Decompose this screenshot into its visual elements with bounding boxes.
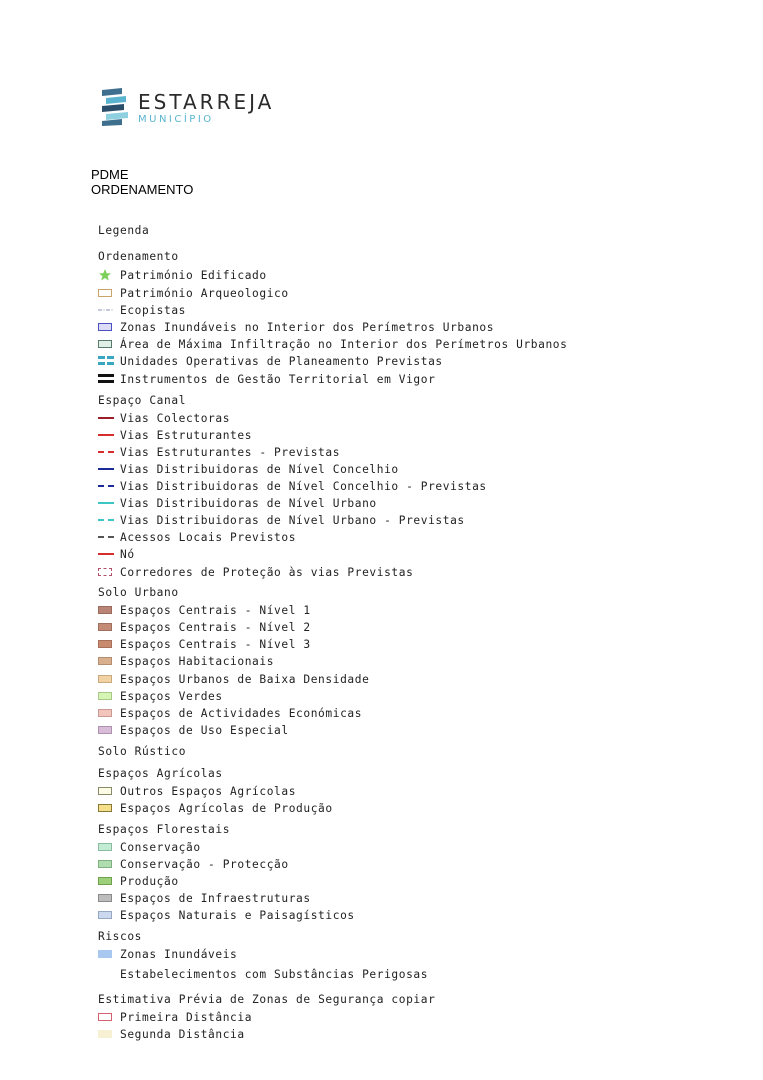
legend-item-label: Vias Distribuidoras de Nível Concelhio - Previstas — [120, 479, 487, 493]
legend-item — [98, 800, 333, 816]
legend-item-label: Vias Distribuidoras de Nível Concelhio — [120, 462, 399, 476]
fill-swatch-icon — [98, 1028, 114, 1040]
cyan-dashed-swatch-icon — [98, 355, 114, 367]
legend-item-label: Património Edificado — [120, 268, 267, 282]
legend-item-label: Produção — [120, 874, 179, 888]
fill-swatch-icon — [98, 858, 114, 870]
legend-item — [98, 1026, 245, 1042]
legend-item — [98, 671, 369, 687]
green-star-icon — [98, 269, 114, 281]
section-heading-espacos-agricolas: Espaços Agrícolas — [98, 767, 223, 780]
legend-item — [98, 495, 377, 511]
legend-item-label: Instrumentos de Gestão Territorial em Vigor — [120, 372, 436, 386]
fill-swatch-icon — [98, 690, 114, 702]
solid-line-icon — [98, 463, 114, 475]
legend-item-label: Conservação - Protecção — [120, 857, 289, 871]
legend-title: Legenda — [98, 224, 150, 237]
legend-item-label: Vias Distribuidoras de Nível Urbano - Previstas — [120, 513, 465, 527]
section-heading-solo-urbano: Solo Urbano — [98, 586, 179, 599]
dashed-line-icon — [98, 480, 114, 492]
grey-green-swatch-icon — [98, 338, 114, 350]
legend-item-label: Espaços de Uso Especial — [120, 723, 289, 737]
document-title-line-2: ORDENAMENTO — [91, 182, 194, 197]
legend-item — [98, 410, 230, 426]
legend-item — [98, 705, 362, 721]
legend-item-label: Primeira Distância — [120, 1010, 253, 1024]
legend-item-label: Outros Espaços Agrícolas — [120, 784, 297, 798]
section-heading-zonas-seguranca: Estimativa Prévia de Zonas de Segurança copiar — [98, 993, 436, 1006]
legend-item — [98, 267, 267, 283]
legend-item-label: Ecopistas — [120, 303, 187, 317]
legend-item — [98, 461, 399, 477]
legend-item — [98, 636, 311, 652]
legend-item-label: Área de Máxima Infiltração no Interior dos Perímetros Urbanos — [120, 337, 568, 351]
tan-outline-swatch-icon — [98, 287, 114, 299]
fill-swatch-icon — [98, 802, 114, 814]
legend-item — [98, 319, 494, 335]
dashed-line-icon — [98, 514, 114, 526]
legend-item-label: Segunda Distância — [120, 1027, 245, 1041]
dashed-line-icon — [98, 531, 114, 543]
document-title-line-1: PDME — [91, 167, 129, 182]
fill-swatch-icon — [98, 673, 114, 685]
solid-line-icon — [98, 497, 114, 509]
legend-item — [98, 653, 274, 669]
legend-item — [98, 602, 311, 618]
fill-swatch-icon — [98, 948, 114, 960]
legend-item-label: Espaços Centrais - Nível 2 — [120, 620, 311, 634]
dashed-line-icon — [98, 446, 114, 458]
section-heading-solo-rustico: Solo Rústico — [98, 745, 187, 758]
estarreja-logo-icon — [100, 88, 132, 126]
legend-item-label: Espaços Naturais e Paisagísticos — [120, 908, 355, 922]
fill-swatch-icon — [98, 724, 114, 736]
legend-item — [98, 856, 289, 872]
legend-item-label: Espaços de Actividades Económicas — [120, 706, 363, 720]
empty-symbol-slot — [98, 968, 114, 980]
legend-item — [98, 619, 311, 635]
legend-item-label: Vias Colectoras — [120, 411, 231, 425]
legend-item-label: Espaços Centrais - Nível 1 — [120, 603, 311, 617]
legend-item — [98, 302, 186, 318]
fill-swatch-icon — [98, 892, 114, 904]
fill-swatch-icon — [98, 638, 114, 650]
legend-item-label: Espaços Agrícolas de Produção — [120, 801, 333, 815]
document-title — [91, 167, 193, 197]
legend-item-label: Espaços de Infraestruturas — [120, 891, 311, 905]
legend-item — [98, 529, 296, 545]
legend-item — [98, 546, 135, 562]
legend-item — [98, 427, 252, 443]
legend-item-label: Corredores de Proteção às vias Previstas — [120, 565, 414, 579]
legend-item — [98, 512, 465, 528]
blue-outline-swatch-icon — [98, 321, 114, 333]
legend-item — [98, 353, 443, 369]
section-heading-espaco-canal: Espaço Canal — [98, 394, 187, 407]
legend-item-label: Acessos Locais Previstos — [120, 530, 297, 544]
brand-subtitle: MUNICÍPIO — [138, 114, 214, 125]
legend-item-label: Unidades Operativas de Planeamento Previstas — [120, 354, 443, 368]
legend-item — [98, 688, 223, 704]
legend-item-label: Vias Estruturantes — [120, 428, 253, 442]
dashed-box-icon — [98, 566, 114, 578]
solid-line-icon — [98, 429, 114, 441]
legend-item — [98, 336, 567, 352]
fill-swatch-icon — [98, 909, 114, 921]
legend-item — [98, 873, 179, 889]
section-heading-riscos: Riscos — [98, 930, 143, 943]
legend-item-label: Espaços Urbanos de Baixa Densidade — [120, 672, 370, 686]
outline-swatch-icon — [98, 1011, 114, 1023]
legend-item — [98, 946, 237, 962]
legend-item-label: Vias Distribuidoras de Nível Urbano — [120, 496, 377, 510]
solid-line-icon — [98, 548, 114, 560]
legend-item-label: Estabelecimentos com Substâncias Perigosas — [120, 967, 429, 981]
legend-item — [98, 722, 289, 738]
legend-item — [98, 783, 296, 799]
legend-item-label: Vias Estruturantes - Previstas — [120, 445, 341, 459]
legend-item — [98, 890, 311, 906]
legend-item — [98, 285, 289, 301]
legend-item — [98, 444, 340, 460]
section-heading-espacos-florestais: Espaços Florestais — [98, 823, 231, 836]
fill-swatch-icon — [98, 604, 114, 616]
legend-item-label: Zonas Inundáveis — [120, 947, 238, 961]
legend-item-label: Conservação — [120, 840, 201, 854]
legend-item — [98, 1009, 252, 1025]
black-bars-icon — [98, 373, 114, 385]
legend-item-label: Zonas Inundáveis no Interior dos Perímetros Urbanos — [120, 320, 495, 334]
legend-item — [98, 966, 428, 982]
legend-item — [98, 478, 487, 494]
section-heading-ordenamento: Ordenamento — [98, 250, 179, 263]
legend-item-label: Espaços Centrais - Nível 3 — [120, 637, 311, 651]
legend-item — [98, 371, 435, 387]
legend-item-label: Espaços Verdes — [120, 689, 223, 703]
legend-item — [98, 564, 413, 580]
fill-swatch-icon — [98, 785, 114, 797]
legend-item — [98, 839, 201, 855]
municipality-logo — [100, 86, 280, 130]
fill-swatch-icon — [98, 621, 114, 633]
fill-swatch-icon — [98, 875, 114, 887]
fill-swatch-icon — [98, 707, 114, 719]
fill-swatch-icon — [98, 841, 114, 853]
fill-swatch-icon — [98, 655, 114, 667]
legend-item-label: Nó — [120, 547, 135, 561]
legend-item — [98, 907, 355, 923]
legend-item-label: Património Arqueologico — [120, 286, 289, 300]
brand-name: ESTARREJA — [138, 90, 275, 114]
dash-dot-line-icon — [98, 304, 114, 316]
legend-item-label: Espaços Habitacionais — [120, 654, 275, 668]
solid-line-icon — [98, 412, 114, 424]
